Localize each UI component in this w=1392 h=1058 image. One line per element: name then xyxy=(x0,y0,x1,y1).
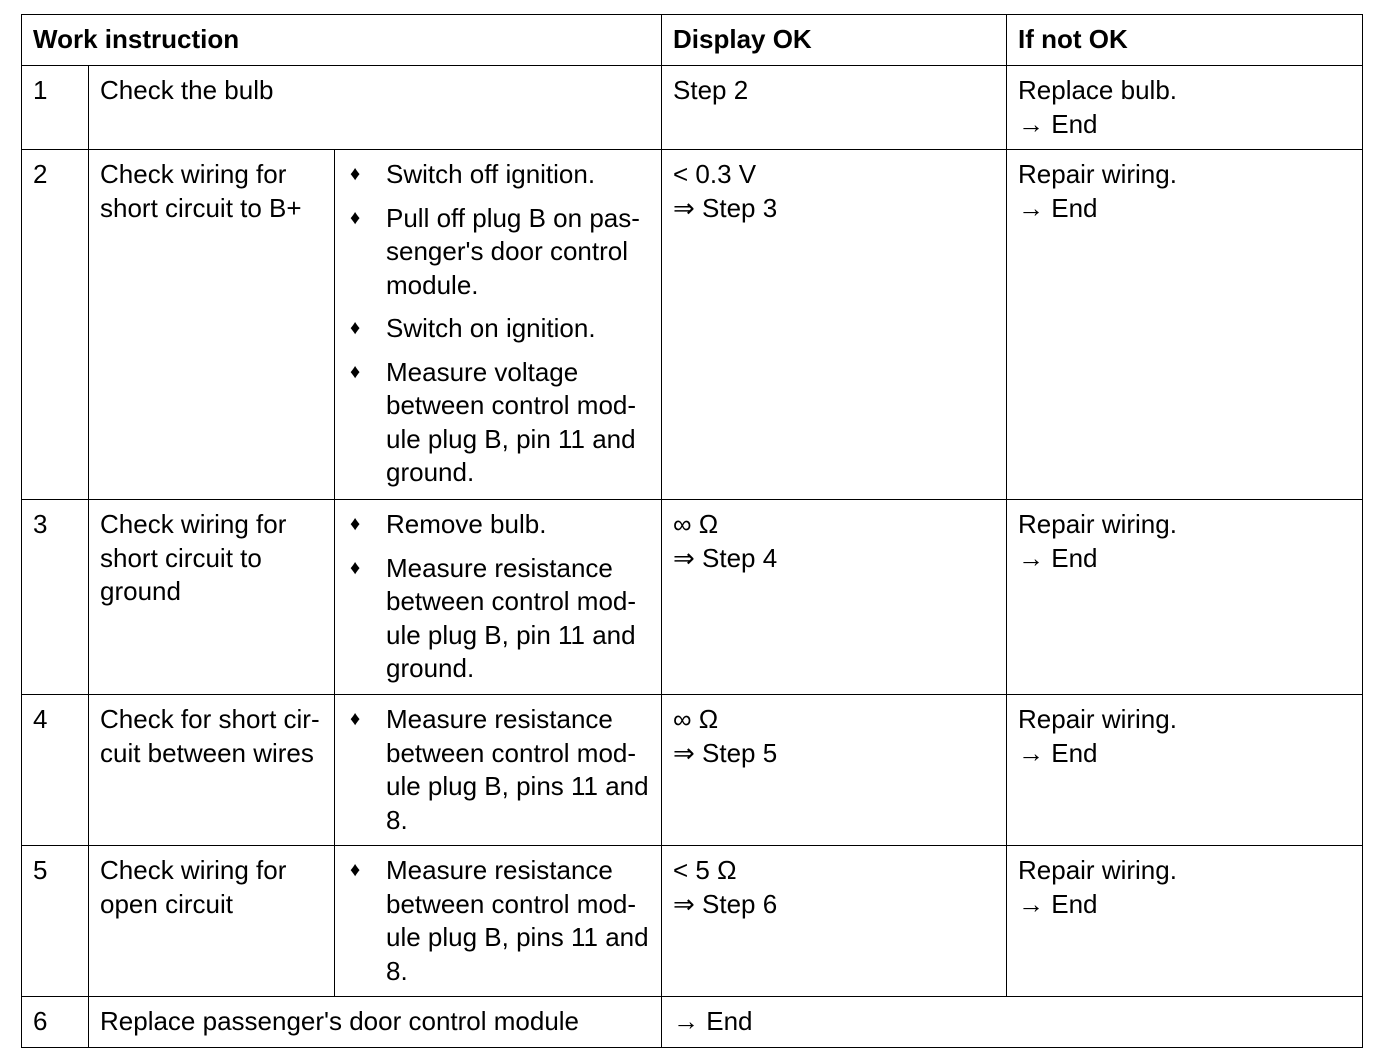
display-ok-cell xyxy=(662,846,1007,997)
header-work-instruction: Work instruction xyxy=(22,15,662,66)
if-not-ok-line: Repair wiring. xyxy=(1018,855,1177,885)
table-row xyxy=(22,66,1363,150)
bullet-icon: ♦ xyxy=(350,556,361,579)
procedure-item: ♦ Remove bulb. xyxy=(346,508,651,542)
display-ok-line: ⇒ Step 4 xyxy=(673,542,778,573)
display-ok-line: ⇒ Step 5 xyxy=(673,737,778,768)
procedure-cell xyxy=(335,500,662,695)
bullet-icon: ♦ xyxy=(350,859,361,881)
step-number: 1 xyxy=(22,66,89,150)
display-ok-cell xyxy=(662,150,1007,500)
procedure-item: ♦ Pull off plug B on pas-senger's door control module. xyxy=(350,202,640,300)
table-row xyxy=(22,695,1363,846)
procedure-cell xyxy=(335,695,662,846)
check-text: Replace passenger's door control module xyxy=(89,997,662,1048)
procedure-item: ♦ Switch off ignition. xyxy=(346,158,651,192)
bullet-icon: ♦ xyxy=(350,513,361,535)
header-if-not-ok: If not OK xyxy=(1007,15,1363,66)
if-not-ok-line: → End xyxy=(1018,192,1098,223)
table-row xyxy=(22,500,1363,695)
table-row xyxy=(22,150,1363,500)
bullet-icon: ♦ xyxy=(350,206,361,229)
check-text: Check the bulb xyxy=(89,66,662,150)
display-ok-cell xyxy=(662,695,1007,846)
if-not-ok-cell xyxy=(1007,846,1363,997)
bullet-icon: ♦ xyxy=(350,317,361,339)
if-not-ok-line: Replace bulb. xyxy=(1018,75,1177,105)
display-ok-cell xyxy=(662,66,1007,150)
step-number: 3 xyxy=(22,500,89,695)
if-not-ok-line: Repair wiring. xyxy=(1018,704,1177,734)
header-row xyxy=(22,15,1363,66)
if-not-ok-cell xyxy=(1007,500,1363,695)
if-not-ok-line: → End xyxy=(1018,737,1098,768)
display-ok-line: → End xyxy=(673,1006,753,1036)
if-not-ok-cell xyxy=(1007,66,1363,150)
check-text: Check wiring for open circuit xyxy=(89,846,335,997)
check-text: Check for short cir-cuit between wires xyxy=(89,695,335,846)
if-not-ok-line: → End xyxy=(1018,888,1098,919)
bullet-icon: ♦ xyxy=(350,163,361,185)
procedure-list xyxy=(346,158,651,490)
step-number: 2 xyxy=(22,150,89,500)
display-ok-line: ⇒ Step 6 xyxy=(673,888,778,919)
step-number: 6 xyxy=(22,997,89,1048)
if-not-ok-line: → End xyxy=(1018,542,1098,573)
display-ok-cell xyxy=(662,997,1363,1048)
procedure-item: ♦ Switch on ignition. xyxy=(346,312,651,346)
procedure-list xyxy=(346,508,651,686)
if-not-ok-line: → End xyxy=(1018,108,1098,139)
check-text: Check wiring for short circuit to ground xyxy=(89,500,335,695)
procedure-cell xyxy=(335,150,662,500)
bullet-icon: ♦ xyxy=(350,708,361,730)
if-not-ok-line: Repair wiring. xyxy=(1018,509,1177,539)
procedure-list xyxy=(346,703,651,837)
display-ok-line: Step 2 xyxy=(673,75,749,105)
display-ok-line: ∞ Ω xyxy=(673,704,719,734)
procedure-cell xyxy=(335,846,662,997)
if-not-ok-cell xyxy=(1007,695,1363,846)
procedure-item: ♦ Measure resistance between control mod-ule plug B, pin 11 and ground. xyxy=(350,552,637,683)
bullet-icon: ♦ xyxy=(350,360,361,383)
header-display-ok: Display OK xyxy=(662,15,1007,66)
display-ok-cell xyxy=(662,500,1007,695)
display-ok-line: < 0.3 V xyxy=(673,159,757,189)
display-ok-line: < 5 Ω xyxy=(673,855,737,885)
display-ok-line: ⇒ Step 3 xyxy=(673,192,778,223)
display-ok-line: ∞ Ω xyxy=(673,509,719,539)
check-text: Check wiring for short circuit to B+ xyxy=(89,150,335,500)
step-number: 5 xyxy=(22,846,89,997)
table-row xyxy=(22,997,1363,1048)
if-not-ok-cell xyxy=(1007,150,1363,500)
table-row xyxy=(22,846,1363,997)
work-instruction-table xyxy=(21,14,1363,1048)
procedure-item: ♦ Measure resistance between control mod-ule plug B, pins 11 and 8. xyxy=(350,855,649,986)
step-number: 4 xyxy=(22,695,89,846)
procedure-item: ♦ Measure resistance between control mod-ule plug B, pins 11 and 8. xyxy=(350,704,649,835)
procedure-list xyxy=(346,854,651,988)
procedure-item: ♦ Measure voltage between control mod-ule plug B, pin 11 and ground. xyxy=(350,356,637,487)
if-not-ok-line: Repair wiring. xyxy=(1018,159,1177,189)
